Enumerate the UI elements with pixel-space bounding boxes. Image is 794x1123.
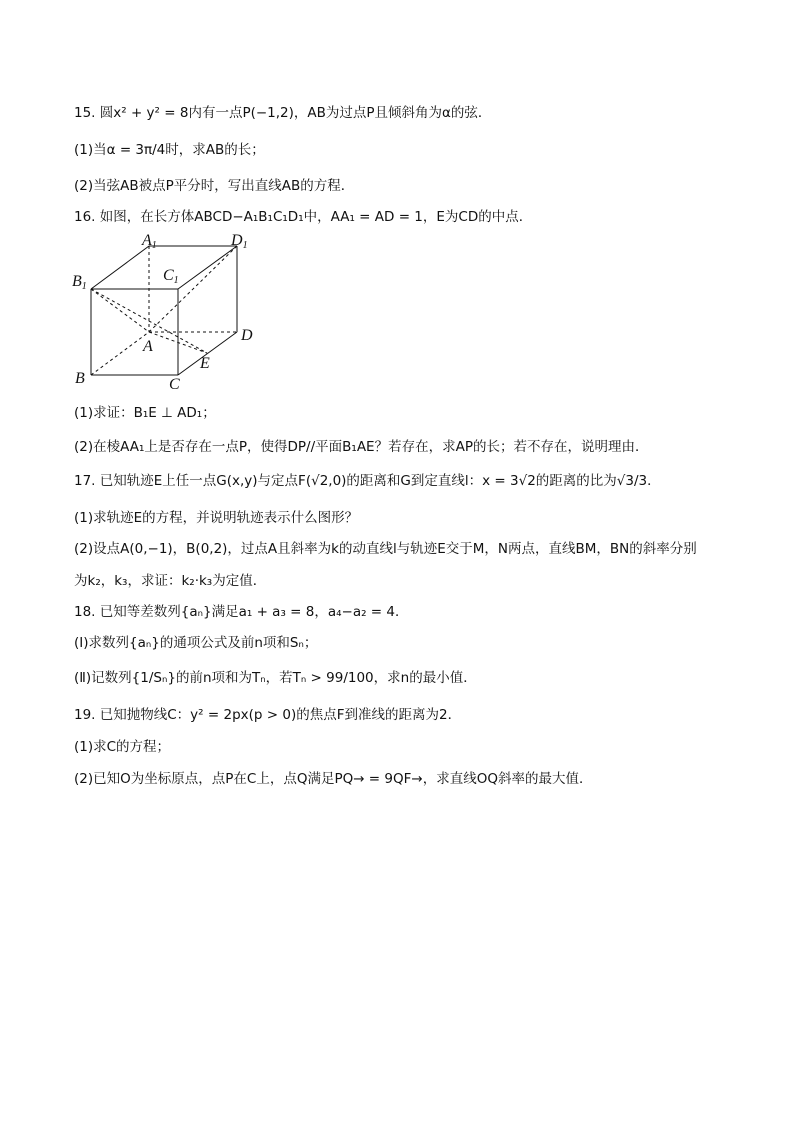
- cuboid-figure: [70, 232, 280, 394]
- problem-18-title: 18. 已知等差数列{aₙ}满足a₁ + a₃ = 8，a₄−a₂ = 4．: [74, 604, 409, 620]
- problem-15-title: 15. 圆x² + y² = 8内有一点P(−1,2)，AB为过点P且倾斜角为α的弦．: [74, 105, 492, 121]
- label-B1: B1: [72, 273, 87, 292]
- problem-16-part-1: (1)求证：B₁E ⊥ AD₁；: [74, 405, 216, 421]
- problem-15-part-2: (2)当弦AB被点P平分时，写出直线AB的方程．: [74, 178, 355, 194]
- problem-19-title: 19. 已知抛物线C：y² = 2px(p > 0)的焦点F到准线的距离为2．: [74, 707, 462, 723]
- problem-17-part-2a: (2)设点A(0,−1)，B(0,2)，过点A且斜率为k的动直线l与轨迹E交于M，N两点，直线BM，BN的斜率分别: [74, 541, 697, 557]
- problem-16-part-2: (2)在棱AA₁上是否存在一点P，使得DP//平面B₁AE？若存在，求AP的长；若不存在，说明理由．: [74, 439, 649, 455]
- label-C: C: [169, 376, 180, 393]
- label-E: E: [200, 355, 210, 372]
- label-D: D: [241, 327, 253, 344]
- problem-18-part-2: (Ⅱ)记数列{1/Sₙ}的前n项和为Tₙ，若Tₙ > 99/100，求n的最小值．: [74, 670, 477, 686]
- problem-18-part-1: (Ⅰ)求数列{aₙ}的通项公式及前n项和Sₙ；: [74, 635, 318, 651]
- problem-19-part-2: (2)已知O为坐标原点，点P在C上，点Q满足PQ→ = 9QF→，求直线OQ斜率的最大值．: [74, 771, 593, 787]
- label-A1: A1: [142, 232, 157, 251]
- problem-19-part-1: (1)求C的方程；: [74, 739, 171, 755]
- problem-17-title: 17. 已知轨迹E上任一点G(x,y)与定点F(√2,0)的距离和G到定直线l：x = 3√2的距离的比为√3/3．: [74, 473, 661, 489]
- problem-16-title: 16. 如图，在长方体ABCD−A₁B₁C₁D₁中，AA₁ = AD = 1，E为CD的中点．: [74, 209, 533, 225]
- label-B: B: [75, 370, 85, 387]
- problem-17-part-1: (1)求轨迹E的方程，并说明轨迹表示什么图形？: [74, 510, 359, 526]
- label-A: A: [143, 338, 153, 355]
- problem-17-part-2b: 为k₂，k₃，求证：k₂·k₃为定值．: [74, 573, 267, 589]
- label-C1: C1: [163, 267, 179, 286]
- label-D1: D1: [231, 232, 248, 251]
- problem-15-part-1: (1)当α = 3π/4时，求AB的长；: [74, 142, 265, 158]
